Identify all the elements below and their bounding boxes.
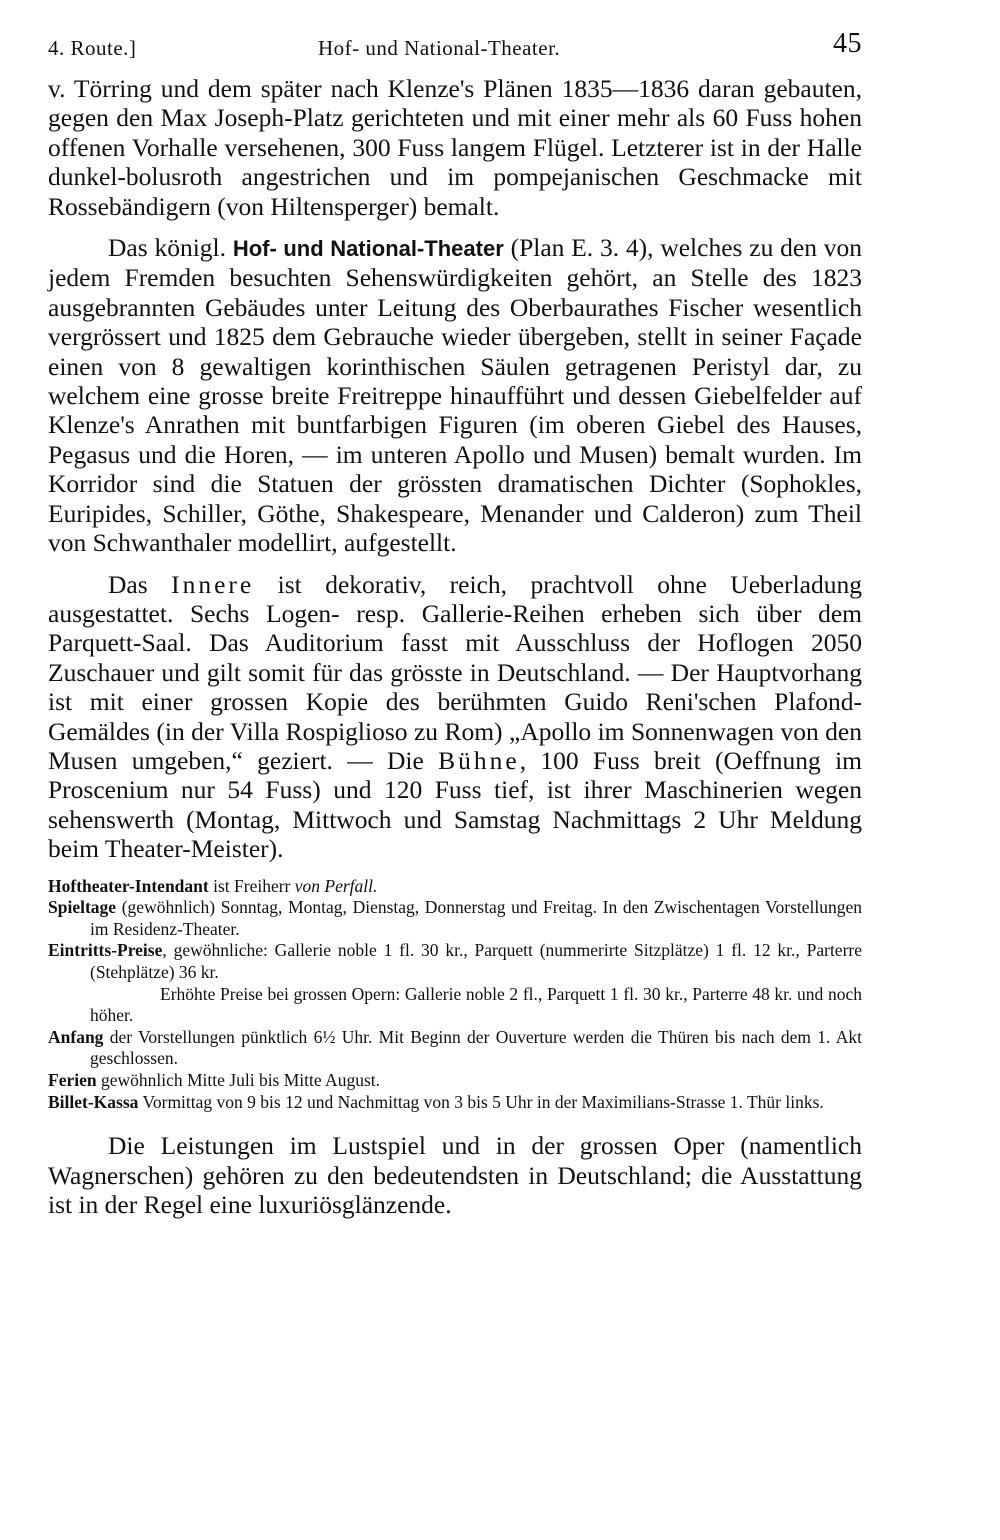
note-text: ist Freiherr xyxy=(208,875,295,896)
note-lead: Hoftheater-Intendant xyxy=(48,875,209,896)
text-segment: Das xyxy=(108,569,172,599)
note-intendant xyxy=(48,876,862,898)
practical-notes xyxy=(48,876,862,1114)
header-route: 4. Route.] xyxy=(48,36,137,60)
paragraph-leistungen: Die Leistungen im Lustspiel und in der grossen Oper (namentlich Wagnerschen) gehören zu den bedeutendsten in Deutschland; die Ausstattung ist in der Regel eine luxuriösglänzende. xyxy=(48,1131,862,1219)
note-lead: Anfang xyxy=(48,1026,104,1047)
note-lead: Billet-Kassa xyxy=(48,1091,139,1112)
note-spieltage xyxy=(48,897,862,940)
intendant-name: von Perfall. xyxy=(294,875,378,896)
paragraph-theater xyxy=(48,233,862,557)
theater-name: Hof- und National-Theater xyxy=(232,236,504,262)
page-number: 45 xyxy=(833,28,862,59)
running-header xyxy=(48,28,862,74)
note-preise xyxy=(48,940,862,983)
paragraph-fluegel: v. Törring und dem später nach Klenze's Plänen 1835—1836 daran gebauten, gegen den Max Joseph-Platz gerichteten und mit einer mehr als 60 Fuss hohen offenen Vorhalle versehenen, 300 Fuss langem Flügel. Letzterer ist in der Halle dunkel-bolusroth angestrichen und im pompejanischen Geschmacke mit Rossebändigern (von Hiltensperger) bemalt. xyxy=(48,74,862,221)
note-lead: Spieltage xyxy=(48,897,117,918)
note-lead: Ferien xyxy=(48,1069,97,1090)
note-lead: Eintritts-Preise xyxy=(48,940,163,961)
emphasis-buehne: Bühne xyxy=(438,745,520,775)
note-ferien xyxy=(48,1070,862,1092)
note-text: Vormittag von 9 bis 12 und Nachmittag von 3 bis 5 Uhr in der Maximilians-Strasse 1. Thür links. xyxy=(138,1091,824,1112)
text-segment: , 100 Fuss breit (Oeffnung im Proscenium nur 54 Fuss) und 120 Fuss tief, ist ihrer Maschinerien wegen sehenswerth (Montag, Mittwoch und Samstag Nachmittags 2 Uhr Meldung beim Theater-Meister). xyxy=(48,745,862,864)
note-kassa xyxy=(48,1092,862,1114)
text-segment: (Plan E. 3. 4), welches zu den von jedem Fremden besuchten Sehenswürdigkeiten gehört, an Stelle des 1823 ausgebrannten Gebäudes unter Leitung des Oberbaurathes Fischer wesentlich vergrössert und 1825 dem Gebrauche wieder übergeben, stellt in seiner Façade einen von 8 gewaltigen korinthischen Säulen getragenen Peristyl dar, zu welchem eine grosse breite Freitreppe hinaufführt und dessen Giebelfelder auf Klenze's Anrathen mit buntfarbigen Figuren (im oberen Giebel des Hauses, Pegasus und die Horen, — im unteren Apollo und Musen) bemalt wurden. Im Korridor sind die Statuen der grössten dramatischen Dichter (Sophokles, Euripides, Schiller, Göthe, Shakespeare, Menander und Calderon) zum Theil von Schwanthaler modellirt, aufgestellt. xyxy=(48,233,862,558)
note-text: (gewöhnlich) Sonntag, Montag, Dienstag, Donnerstag und Freitag. In den Zwischentagen Vorstellungen im Residenz-Theater. xyxy=(90,897,862,939)
note-preise-erhoeht: Erhöhte Preise bei grossen Opern: Gallerie noble 2 fl., Parquett 1 fl. 30 kr., Parterre 48 kr. und noch höher. xyxy=(90,983,862,1026)
paragraph-innere xyxy=(48,570,862,864)
text-segment: ist dekorativ, reich, prachtvoll ohne Ueberladung ausgestattet. Sechs Logen- resp. Gallerie-Reihen erheben sich über dem Parquett-Saal. Das Auditorium fasst mit Ausschluss der Hoflogen 2050 Zuschauer und gilt somit für das grösste in Deutschland. — Der Hauptvorhang ist mit einer grossen Kopie des berühmten Guido Reni'schen Plafond-Gemäldes (in der Villa Rospiglioso zu Rom) „Apollo im Sonnenwagen von den Musen umgeben,“ geziert. — Die xyxy=(48,569,862,775)
note-anfang xyxy=(48,1027,862,1070)
note-text: , gewöhnliche: Gallerie noble 1 fl. 30 kr., Parquett (nummerirte Sitzplätze) 1 fl. 12 kr., Parterre (Stehplätze) 36 kr. xyxy=(90,940,862,982)
note-text: der Vorstellungen pünktlich 6½ Uhr. Mit Beginn der Ouverture werden die Thüren bis nach dem 1. Akt geschlossen. xyxy=(90,1026,862,1069)
text-segment: Das königl. xyxy=(108,233,233,263)
emphasis-innere: Innere xyxy=(171,569,255,599)
note-text: gewöhnlich Mitte Juli bis Mitte August. xyxy=(96,1069,380,1090)
header-title: Hof- und National-Theater. xyxy=(318,36,561,60)
